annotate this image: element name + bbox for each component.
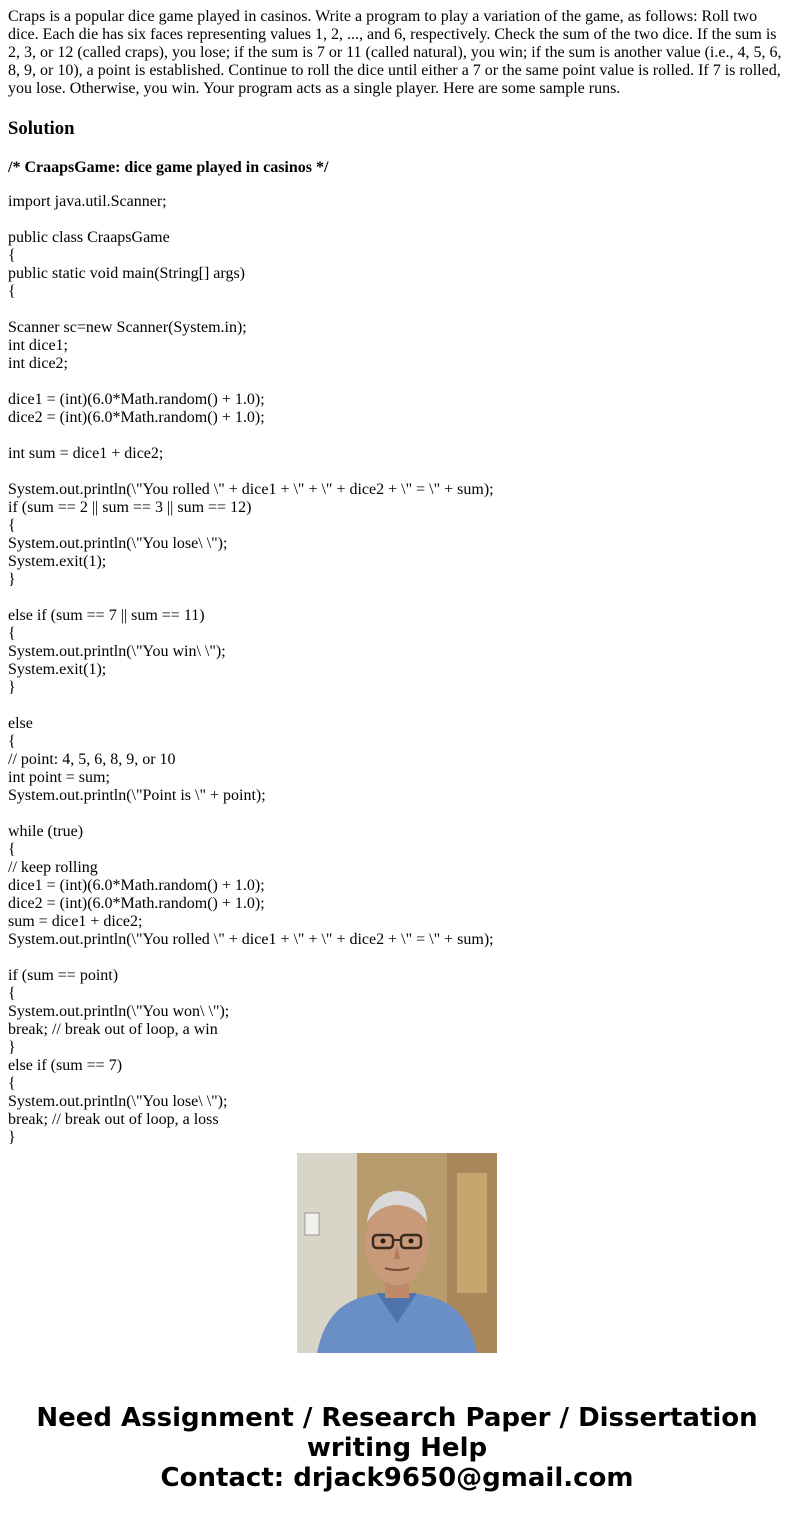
code-line — [8, 805, 786, 823]
code-line: break; // break out of loop, a win — [8, 1021, 218, 1038]
solution-heading: Solution — [8, 118, 75, 139]
code-line: int sum = dice1 + dice2; — [8, 445, 164, 462]
code-line — [8, 589, 786, 607]
code-line: System.out.println(\"You lose\ \"); — [8, 1093, 228, 1110]
code-line: { — [8, 1075, 16, 1092]
code-line: public static void main(String[] args) — [8, 265, 245, 282]
avatar — [297, 1153, 497, 1353]
code-line — [8, 949, 786, 967]
banner-line-2: writing Help — [306, 1433, 488, 1463]
code-line: dice2 = (int)(6.0*Math.random() + 1.0); — [8, 895, 265, 912]
code-line: System.out.println(\"You lose\ \"); — [8, 535, 228, 552]
code-line: } — [8, 1129, 16, 1146]
code-line: else — [8, 715, 33, 732]
code-line: public class CraapsGame — [8, 229, 170, 246]
question-text: Craps is a popular dice game played in casinos. Write a program to play a variation of the game, as follows: Roll two dice. Each die has six faces representing values 1, 2, ..., and 6, respectively. Check the sum of the two dice. If the sum is 2, 3, or 12 (called craps), you lose; if the sum is 7 or 11 (called natural), you win; if the sum is another value (i.e., 4, 5, 6, 8, 9, or 10), a point is established. Continue to roll the dice until either a 7 or the same point value is rolled. If 7 is rolled, you lose. Otherwise, you win. Your program acts as a single player. Here are some sample runs. — [8, 8, 782, 97]
code-line: } — [8, 571, 16, 588]
code-line: dice1 = (int)(6.0*Math.random() + 1.0); — [8, 877, 265, 894]
code-line: int dice1; — [8, 337, 68, 354]
code-line: int dice2; — [8, 355, 68, 372]
code-line: dice1 = (int)(6.0*Math.random() + 1.0); — [8, 391, 265, 408]
code-line: while (true) — [8, 823, 84, 840]
code-line: System.exit(1); — [8, 553, 107, 570]
code-line — [8, 373, 786, 391]
code-line — [8, 463, 786, 481]
code-line: System.out.println(\"Point is \" + point); — [8, 787, 266, 804]
code-line: System.exit(1); — [8, 661, 107, 678]
code-line: { — [8, 283, 16, 300]
code-line: System.out.println(\"You rolled \" + dice1 + \" + \" + dice2 + \" = \" + sum); — [8, 931, 494, 948]
code-line: { — [8, 841, 16, 858]
code-line: dice2 = (int)(6.0*Math.random() + 1.0); — [8, 409, 265, 426]
document-body — [8, 8, 786, 1146]
code-line: } — [8, 1039, 16, 1056]
banner-contact: Contact: drjack9650@gmail.com — [160, 1463, 634, 1493]
code-line: import java.util.Scanner; — [8, 193, 167, 210]
code-line — [8, 211, 786, 229]
banner-line-1: Need Assignment / Research Paper / Dissertation — [36, 1403, 758, 1433]
code-line: break; // break out of loop, a loss — [8, 1111, 219, 1128]
code-line: System.out.println(\"You win\ \"); — [8, 643, 226, 660]
code-line: int point = sum; — [8, 769, 110, 786]
code-title: /* CraapsGame: dice game played in casinos */ — [8, 159, 329, 176]
code-line: System.out.println(\"You won\ \"); — [8, 1003, 230, 1020]
code-line: { — [8, 247, 16, 264]
code-line — [8, 427, 786, 445]
code-line: else if (sum == 7 || sum == 11) — [8, 607, 205, 624]
code-line — [8, 301, 786, 319]
code-line: { — [8, 985, 16, 1002]
code-line: System.out.println(\"You rolled \" + dice1 + \" + \" + dice2 + \" = \" + sum); — [8, 481, 494, 498]
code-line — [8, 697, 786, 715]
code-line: // keep rolling — [8, 859, 98, 876]
help-banner — [0, 1403, 794, 1493]
code-line: else if (sum == 7) — [8, 1057, 123, 1074]
code-line: { — [8, 517, 16, 534]
code-line: { — [8, 733, 16, 750]
code-line: { — [8, 625, 16, 642]
code-line: if (sum == 2 || sum == 3 || sum == 12) — [8, 499, 252, 516]
code-line: if (sum == point) — [8, 967, 119, 984]
code-line: // point: 4, 5, 6, 8, 9, or 10 — [8, 751, 176, 768]
code-line: Scanner sc=new Scanner(System.in); — [8, 319, 247, 336]
code-line: sum = dice1 + dice2; — [8, 913, 143, 930]
avatar-portrait-icon — [297, 1153, 497, 1353]
code-line: } — [8, 679, 16, 696]
code-block — [8, 193, 786, 1147]
